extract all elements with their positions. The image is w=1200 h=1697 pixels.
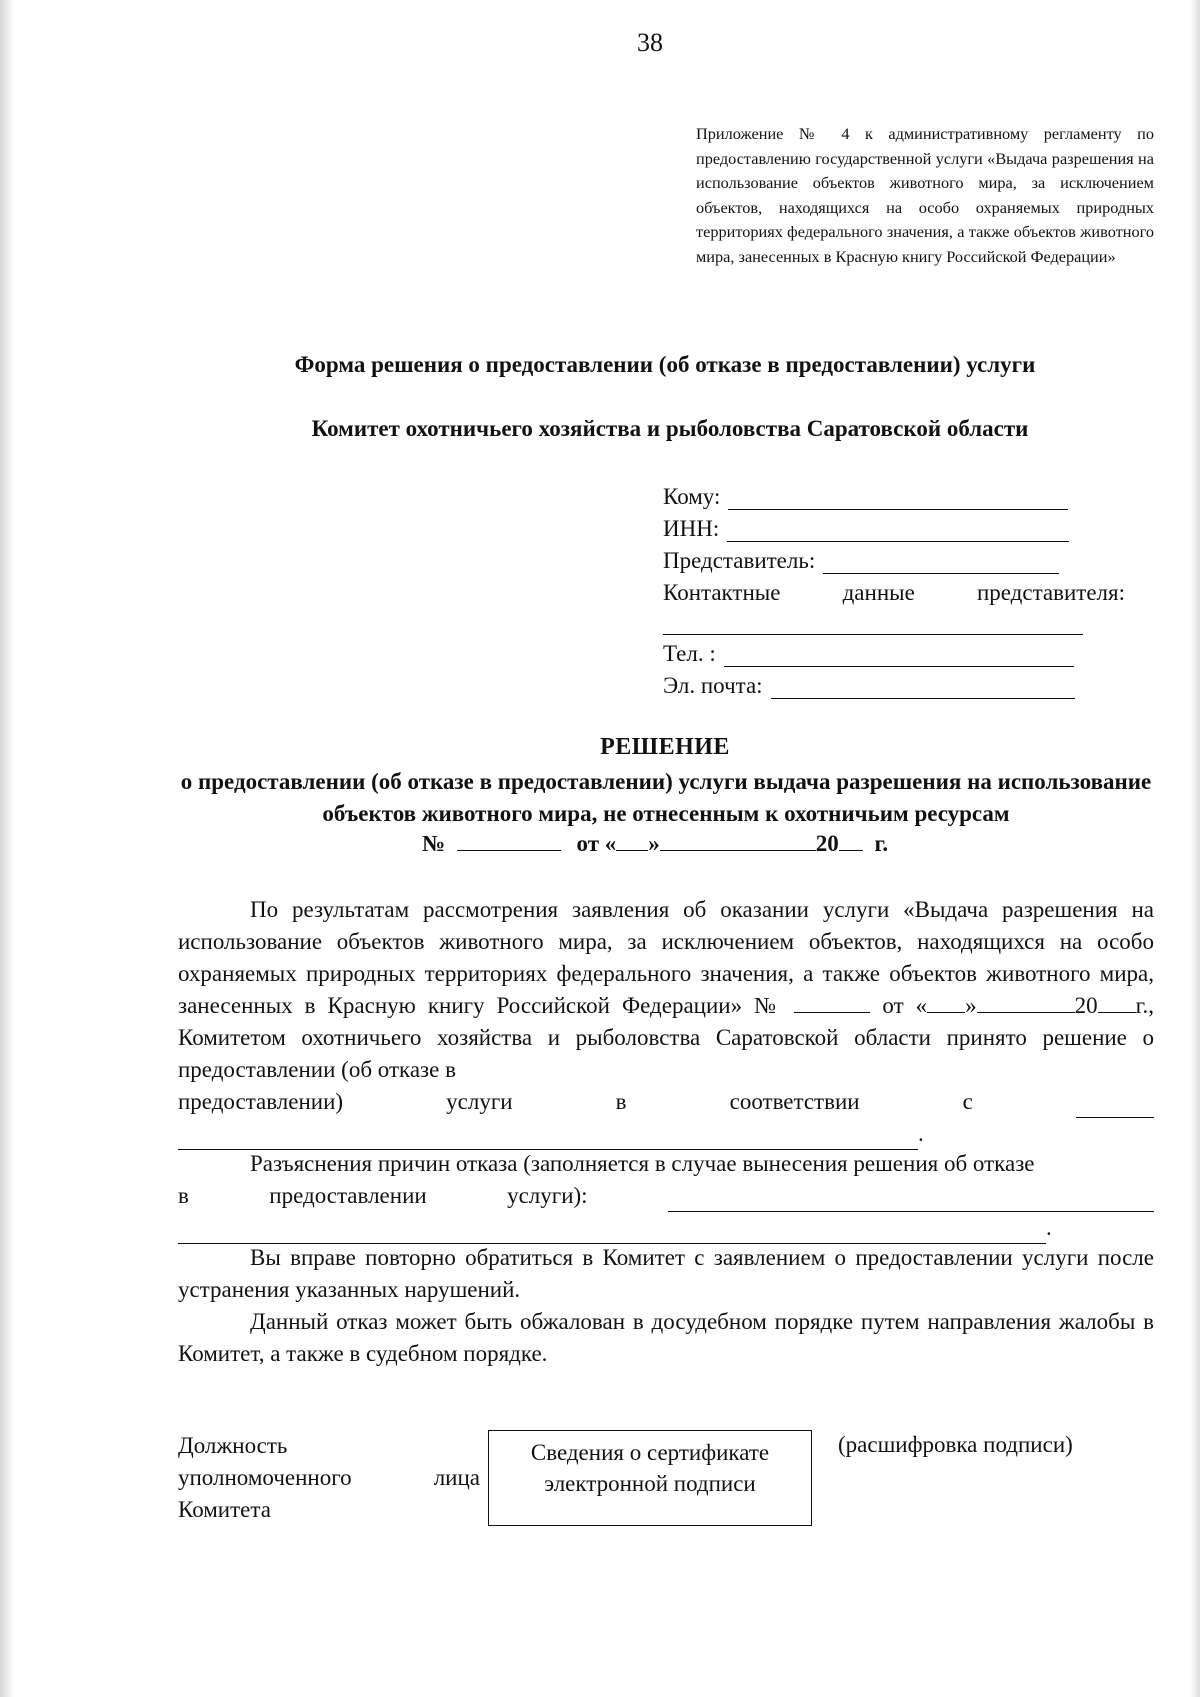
date-open: от « — [576, 831, 617, 856]
signer-position-line-2 — [178, 1462, 480, 1494]
certificate-line-1: Сведения о сертификате — [530, 1440, 770, 1465]
refusal-reasons-line — [178, 1180, 1154, 1212]
basis-field[interactable] — [178, 1127, 918, 1150]
paragraph-1-text: По результатам рассмотрения заявления об оказании услуги «Выдача разрешения на использование объектов животного мира, за исключением объектов, находящихся на особо охраняемых природных территориях федерального значения, а также объектов животного мира, занесенных в Красную книгу Российской Федерации» № — [178, 897, 1154, 1018]
contacts-word-2: данные — [842, 580, 915, 605]
signature-certificate-box — [488, 1430, 812, 1526]
refusal-reasons-blank-line — [178, 1212, 1154, 1244]
signer-position-line-1: Должность — [178, 1433, 288, 1458]
paragraph-text — [178, 894, 1154, 1086]
word-in: в — [615, 1089, 627, 1114]
decision-year-prefix: 20 — [815, 831, 839, 856]
application-number-field[interactable] — [794, 992, 870, 1013]
basis-line — [178, 1118, 1154, 1150]
recipient-phone-label: Тел. : — [663, 641, 716, 666]
decision-body-paragraph — [178, 894, 1154, 1150]
word-service: услуги — [446, 1089, 513, 1114]
form-title: Форма решения о предоставлении (об отказе в предоставлении) услуги — [294, 352, 1036, 377]
word-provision: предоставлении) — [178, 1089, 344, 1114]
recipient-email-field[interactable] — [771, 676, 1075, 699]
recipient-representative-row — [663, 542, 1125, 574]
certificate-line-2: электронной подписи — [544, 1471, 756, 1496]
refusal-end-dot: . — [1046, 1215, 1052, 1240]
recipient-inn-field[interactable] — [727, 519, 1069, 542]
paragraph-1-rest: г., Комитетом охотничьего хозяйства и рыболовства Саратовской области принято решение о предоставлении (об отказе в — [178, 993, 1155, 1082]
recipient-block — [663, 478, 1125, 699]
decision-month-field[interactable] — [660, 830, 816, 851]
signature-decoding: (расшифровка подписи) — [838, 1432, 1073, 1457]
recipient-phone-row — [663, 635, 1125, 667]
signer-position — [178, 1430, 480, 1526]
reapply-paragraph: Вы вправе повторно обратиться в Комитет с заявлением о предоставлении услуги после устранения указанных нарушений. — [178, 1245, 1154, 1302]
application-day-field[interactable] — [927, 992, 965, 1013]
paragraph-1-last-line — [178, 1086, 1154, 1118]
refusal-reasons-field[interactable] — [178, 1221, 1046, 1244]
application-month-field[interactable] — [977, 992, 1075, 1013]
page-number: 38 — [637, 28, 663, 57]
word-service-2: услуги): — [507, 1183, 588, 1208]
recipient-email-row — [663, 667, 1125, 699]
recipient-email-label: Эл. почта: — [663, 673, 763, 698]
signer-position-line-3: Комитета — [178, 1497, 271, 1522]
contacts-word-1: Контактные — [663, 580, 781, 605]
decision-year-suffix: г. — [874, 831, 889, 856]
recipient-representative-field[interactable] — [823, 551, 1059, 574]
refusal-reasons-field-start[interactable] — [668, 1191, 1154, 1212]
application-year-prefix: 20 — [1074, 993, 1098, 1018]
recipient-to-label: Кому: — [663, 484, 721, 509]
decision-number-line — [0, 830, 1200, 857]
decision-subtitle: о предоставлении (об отказе в предоставлении) услуги выдача разрешения на использование объектов животного мира, не отнесенным к охотничьим ресурсам — [180, 769, 1152, 826]
decision-year-field[interactable] — [839, 830, 863, 851]
basis-end-dot: . — [918, 1121, 924, 1146]
word-with: с — [962, 1089, 973, 1114]
decision-title: РЕШЕНИЕ — [600, 734, 730, 760]
application-date-close: » — [965, 993, 977, 1018]
word-provision-2: предоставлении — [269, 1183, 427, 1208]
application-date-open: от « — [882, 993, 928, 1018]
recipient-inn-label: ИНН: — [663, 516, 720, 541]
recipient-contacts-field[interactable] — [663, 606, 1083, 635]
application-year-field[interactable] — [1098, 992, 1136, 1013]
basis-field-start[interactable] — [1076, 1097, 1154, 1118]
recipient-phone-field[interactable] — [724, 644, 1074, 667]
recipient-to-row — [663, 478, 1125, 510]
decision-day-field[interactable] — [616, 830, 648, 851]
refusal-reasons-text: Разъяснения причин отказа (заполняется в случае вынесения решения об отказе — [250, 1151, 1035, 1176]
appeal-paragraph: Данный отказ может быть обжалован в досудебном порядке путем направления жалобы в Комитет, а также в судебном порядке. — [178, 1309, 1154, 1366]
signer-position-word-2: лица — [433, 1465, 480, 1490]
decision-number-field[interactable] — [457, 830, 561, 851]
word-in-2: в — [178, 1183, 189, 1208]
recipient-to-field[interactable] — [728, 487, 1068, 510]
recipient-inn-row — [663, 510, 1125, 542]
date-close: » — [648, 831, 660, 856]
contacts-word-3: представителя: — [976, 580, 1125, 605]
organization-name: Комитет охотничьего хозяйства и рыболовства Саратовской области — [311, 416, 1029, 441]
recipient-contacts-row — [663, 574, 1125, 606]
recipient-representative-label: Представитель: — [663, 548, 816, 573]
refusal-reasons-paragraph — [178, 1148, 1154, 1244]
signer-position-word-1: уполномоченного — [178, 1465, 352, 1490]
word-accordance: соответствии — [729, 1089, 860, 1114]
appendix-note: Приложение № 4 к административному регламенту по предоставлению государственной услуги «Выдача разрешения на использование объектов животного мира, за исключением объектов, находящихся на особо охраняемых природных территориях федерального значения, а также объектов животного мира, занесенных в Красную книгу Российской Федерации» — [696, 124, 1154, 266]
number-sign: № — [421, 831, 445, 856]
